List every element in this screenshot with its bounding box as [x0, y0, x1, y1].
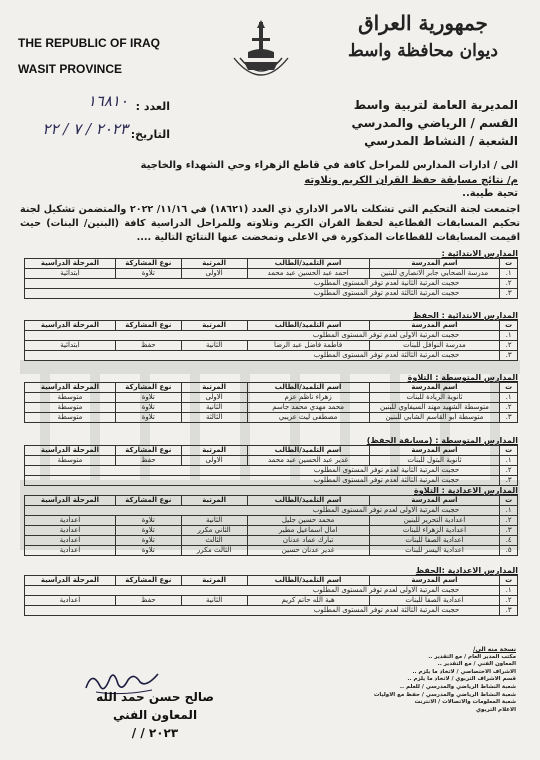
header-seq: ت [500, 576, 518, 586]
cell-rank: الثالثة [181, 413, 247, 423]
directorate-line1: المديرية العامة لتربية واسط [353, 98, 518, 112]
directorate-line2: القسم / الرياضي والمدرسي [351, 116, 518, 130]
cell-stage: متوسطة [25, 413, 116, 423]
results-table [24, 495, 518, 556]
cell-school: مدرسة الصحابي جابر الانصاري للبنين [369, 269, 500, 279]
row-seq: ١. [500, 506, 518, 516]
addressee: الى / ادارات المدارس للمراحل كافة في قاطع الزهراء وحي الشهداء والخاجية [140, 160, 518, 171]
greeting: تحية طيبة.. [462, 188, 518, 199]
row-seq: ٢. [500, 279, 518, 289]
results-table [24, 445, 518, 486]
reference-date-label: التاريخ: [130, 128, 170, 141]
cell-school: اعدادية الزهراء للبنات [369, 526, 500, 536]
cell-school: مدرسة النوافل للبنات [369, 341, 500, 351]
table-row [25, 269, 518, 279]
table-header-row [25, 446, 518, 456]
header-stage: المرحلة الدراسية [25, 321, 116, 331]
header-seq: ت [500, 496, 518, 506]
reference-number-label: العدد : [135, 100, 170, 113]
reference-block [30, 92, 170, 148]
header-rank: المرتبة [181, 576, 247, 586]
copies-list [356, 646, 516, 714]
intro-paragraph: اجتمعت لجنة التحكيم التي تشكلت بالامر الاداري ذي العدد (١٨٦٢١) في ١١/١٦/ ٢٠٢٢ والمتضمن تشكيل لجنة تحكيم المسابقات القطاعية لحفظ القران الكريم وتلاوته وللمراحل الدراسية كافة (البنين/ البنات) حيث اقيمت المسابقات للقطاعات المذكورة في الاعلى وتمخضت عنها النتائج التالية .... [20, 204, 520, 243]
table-row [25, 279, 518, 289]
header-rank: المرتبة [181, 496, 247, 506]
cell-rank: الاولى [181, 269, 247, 279]
reference-date-row [30, 120, 170, 148]
withheld-note: حجبت المرتبة الثالثة لعدم توفر المستوى المطلوب [25, 289, 500, 299]
header-student: اسم التلميذ/الطالب [247, 446, 369, 456]
english-header-line1: THE REPUBLIC OF IRAQ [18, 36, 161, 50]
header-school: اسم المدرسة [369, 446, 500, 456]
cell-school: ثانوية البتول للبنات [369, 456, 500, 466]
row-seq: ٣. [500, 606, 518, 616]
table-row [25, 516, 518, 526]
row-seq: ١. [500, 269, 518, 279]
cell-stage: اعدادية [25, 526, 116, 536]
table-row [25, 506, 518, 516]
table-row [25, 466, 518, 476]
cell-stage: ابتدائية [25, 341, 116, 351]
section-title: المدارس المتوسطة : (مسابقة الحفظ) [366, 436, 518, 445]
header-student: اسم التلميذ/الطالب [247, 383, 369, 393]
withheld-note: حجبت المرتبة الاولى لعدم توفر المستوى المطلوب [25, 506, 500, 516]
cell-stage: اعدادية [25, 596, 116, 606]
english-header [18, 30, 160, 82]
header-school: اسم المدرسة [369, 496, 500, 506]
cell-type: تلاوة [115, 403, 181, 413]
row-seq: ١. [500, 586, 518, 596]
header-type: نوع المشاركة [115, 259, 181, 269]
results-table [24, 575, 518, 616]
section-title: المدارس الابتدائية : الحفظ [413, 311, 518, 320]
cell-rank: الثالث [181, 536, 247, 546]
copy-item: مكتب المدير العام / مع التقدير .. [428, 653, 516, 660]
row-seq: ١. [500, 331, 518, 341]
cell-stage: متوسطة [25, 456, 116, 466]
results-table [24, 382, 518, 423]
cell-student: امال اسماعيل مطير [247, 526, 369, 536]
row-seq: ٥. [500, 546, 518, 556]
cell-student: هبة الله حاتم كريم [247, 596, 369, 606]
cell-rank: الثاني مكرر [181, 526, 247, 536]
header-stage: المرحلة الدراسية [25, 259, 116, 269]
table-header-row [25, 576, 518, 586]
table-row [25, 526, 518, 536]
section-title: المدارس الاعدادية : التلاوة [414, 486, 518, 495]
copy-item: شعبة النشاط الرياضي والمدرسي / للعلم .. [399, 683, 516, 690]
header-school: اسم المدرسة [369, 576, 500, 586]
header-stage: المرحلة الدراسية [25, 576, 116, 586]
directorate-line3: الشعبة / النشاط المدرسي [364, 134, 518, 148]
cell-type: تلاوة [115, 546, 181, 556]
section-title: المدارس المتوسطة : التلاوة [407, 373, 518, 382]
copy-item: المعاون الفني / مع التقدير .. [437, 661, 516, 668]
results-table [24, 258, 518, 299]
header-type: نوع المشاركة [115, 383, 181, 393]
cell-student: محمد مهدي محمد جاسم [247, 403, 369, 413]
cell-stage: متوسطة [25, 393, 116, 403]
header-school: اسم المدرسة [369, 383, 500, 393]
cell-student: غدير عدنان حسين [247, 546, 369, 556]
header-type: نوع المشاركة [115, 321, 181, 331]
copy-item: شعبة النشاط الرياضي والمدرسي / حفظ مع الاوليات [373, 691, 516, 698]
cell-rank: الثانية [181, 516, 247, 526]
cell-student: مصطفى ليث عريبي [247, 413, 369, 423]
cell-stage: ابتدائية [25, 269, 116, 279]
cell-type: حفظ [115, 596, 181, 606]
table-header-row [25, 496, 518, 506]
cell-rank: الثانية [181, 403, 247, 413]
table-row [25, 476, 518, 486]
row-seq: ٣. [500, 526, 518, 536]
row-seq: ٢. [500, 596, 518, 606]
withheld-note: حجبت المرتبة الثالثة لعدم توفر المستوى المطلوب [25, 606, 500, 616]
table-row [25, 413, 518, 423]
row-seq: ٣. [500, 413, 518, 423]
row-seq: ٢. [500, 466, 518, 476]
table-header-row [25, 383, 518, 393]
reference-number-row [30, 92, 170, 120]
cell-stage: اعدادية [25, 516, 116, 526]
header-rank: المرتبة [181, 383, 247, 393]
row-seq: ٤. [500, 536, 518, 546]
cell-rank: الثانية [181, 341, 247, 351]
withheld-note: حجبت المرتبة الثالثة لعدم توفر المستوى المطلوب [25, 351, 500, 361]
cell-type: تلاوة [115, 516, 181, 526]
subject-line: م/ نتائج مسابقة حفظ القران الكريم وتلاوته [304, 175, 518, 186]
cell-student: احمد عبد الحسين عبد محمد [247, 269, 369, 279]
cell-school: متوسطة ابو القاسم الشابي للبنين [369, 413, 500, 423]
signature-block [70, 688, 240, 742]
table-row [25, 536, 518, 546]
copy-item: شعبة المعلومات والاتصالات / الانترنت [414, 699, 516, 706]
cell-type: حفظ [115, 456, 181, 466]
header-stage: المرحلة الدراسية [25, 383, 116, 393]
english-header-line2: WASIT PROVINCE [18, 62, 123, 76]
withheld-note: حجبت المرتبة الاولى لعدم توفر المستوى المطلوب [25, 331, 500, 341]
header-seq: ت [500, 321, 518, 331]
cell-type: تلاوة [115, 526, 181, 536]
cell-type: حفظ [115, 341, 181, 351]
header-student: اسم التلميذ/الطالب [247, 259, 369, 269]
cell-student: محمد حسين جليل [247, 516, 369, 526]
table-header-row [25, 321, 518, 331]
withheld-note: حجبت المرتبة الثانية لعدم توفر المستوى المطلوب [25, 279, 500, 289]
cell-rank: الاولى [181, 456, 247, 466]
header-student: اسم التلميذ/الطالب [247, 321, 369, 331]
header-seq: ت [500, 446, 518, 456]
reference-date-value: ٢٠٢٣ / ٧ / ٢٢ [42, 120, 128, 138]
row-seq: ٣. [500, 289, 518, 299]
table-row [25, 606, 518, 616]
cell-school: اعدادية التحرير للبنين [369, 516, 500, 526]
cell-student: زهراء ناظم عزم [247, 393, 369, 403]
table-row [25, 331, 518, 341]
copy-item: قسم الاشراف التربوي / لاتخاذ ما يلزم .. [407, 676, 516, 683]
reference-number-value: ١٦٨١٠ [87, 92, 128, 110]
withheld-note: حجبت المرتبة الاولى لعدم توفر المستوى المطلوب [25, 586, 500, 596]
header-school: اسم المدرسة [369, 259, 500, 269]
cell-rank: الاولى [181, 393, 247, 403]
table-row [25, 586, 518, 596]
cell-student: تبارك عماد عدنان [247, 536, 369, 546]
row-seq: ٣. [500, 351, 518, 361]
directorate-block [351, 96, 518, 150]
cell-stage: اعدادية [25, 536, 116, 546]
withheld-note: حجبت المرتبة الثالثة لعدم توفر المستوى المطلوب [25, 476, 500, 486]
table-row [25, 546, 518, 556]
header-type: نوع المشاركة [115, 446, 181, 456]
row-seq: ١. [500, 393, 518, 403]
header-type: نوع المشاركة [115, 496, 181, 506]
addressee-block [141, 158, 518, 188]
header-student: اسم التلميذ/الطالب [247, 576, 369, 586]
cell-rank: الثالث مكرر [181, 546, 247, 556]
copies-heading: نسخة منه الى/ [473, 646, 516, 653]
cell-student: غدير عبد الحسين عبد محمد [247, 456, 369, 466]
cell-type: تلاوة [115, 393, 181, 403]
cell-school: اعدادية اليسر للبنات [369, 546, 500, 556]
arabic-header-line2: ديوان محافظة واسط [348, 41, 498, 61]
header-school: اسم المدرسة [369, 321, 500, 331]
row-seq: ١. [500, 456, 518, 466]
cell-school: ثانوية الريادة للبنات [369, 393, 500, 403]
table-row [25, 596, 518, 606]
signatory-name: صالح حسن حمد الله [96, 690, 214, 704]
header-student: اسم التلميذ/الطالب [247, 496, 369, 506]
header-seq: ت [500, 259, 518, 269]
table-row [25, 403, 518, 413]
row-seq: ٣. [500, 476, 518, 486]
section-title: المدارس الابتدائية : [441, 249, 518, 258]
header-rank: المرتبة [181, 321, 247, 331]
cell-type: تلاوة [115, 413, 181, 423]
header-rank: المرتبة [181, 259, 247, 269]
table-row [25, 351, 518, 361]
results-table [24, 320, 518, 361]
cell-school: اعدادية الصفا للبنات [369, 596, 500, 606]
cell-type: تلاوة [115, 536, 181, 546]
cell-school: متوسطة الشهيد مهند السيفاوي للبنين [369, 403, 500, 413]
header-rank: المرتبة [181, 446, 247, 456]
province-seal-icon [226, 18, 296, 96]
cell-stage: اعدادية [25, 546, 116, 556]
header-seq: ت [500, 383, 518, 393]
table-row [25, 341, 518, 351]
table-row [25, 456, 518, 466]
header-stage: المرحلة الدراسية [25, 496, 116, 506]
row-seq: ٢. [500, 403, 518, 413]
header-stage: المرحلة الدراسية [25, 446, 116, 456]
signatory-title: المعاون الفني [112, 708, 198, 722]
row-seq: ٢. [500, 516, 518, 526]
cell-school: اعدادية الصفا للبنات [369, 536, 500, 546]
table-row [25, 289, 518, 299]
copy-item: الاعلام التربوي [475, 706, 516, 713]
table-header-row [25, 259, 518, 269]
copy-item: الاشراف الاختصاصي / لاتخاذ ما يلزم .. [412, 668, 516, 675]
signature-date: ٢٠٢٣ / / [131, 726, 179, 740]
row-seq: ٢. [500, 341, 518, 351]
withheld-note: حجبت المرتبة الثانية لعدم توفر المستوى المطلوب [25, 466, 500, 476]
cell-rank: الثانية [181, 596, 247, 606]
cell-stage: متوسطة [25, 403, 116, 413]
table-row [25, 393, 518, 403]
cell-type: تلاوة [115, 269, 181, 279]
arabic-header-line1: جمهورية العراق [358, 11, 488, 35]
header-type: نوع المشاركة [115, 576, 181, 586]
section-title: المدارس الاعدادية :الحفظ [415, 566, 518, 575]
arabic-header [328, 8, 518, 64]
cell-student: فاطمة فاضل عبد الرضا [247, 341, 369, 351]
